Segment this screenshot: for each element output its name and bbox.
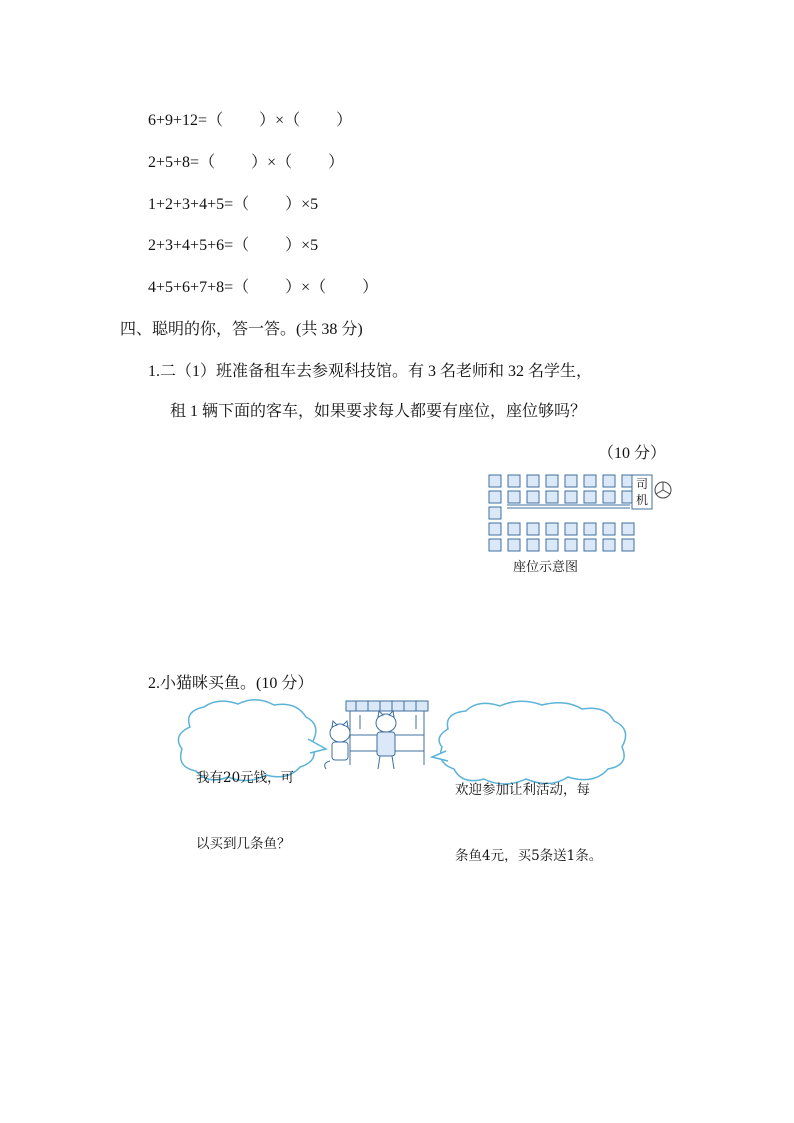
shopkeeper-cat-figure <box>376 711 396 769</box>
shop-says-line-1: 欢迎参加让利活动，每 <box>455 782 590 798</box>
seat <box>603 539 615 551</box>
seat-diagram-caption: 座位示意图 <box>513 560 579 575</box>
seat <box>546 539 558 551</box>
equation-3: 1+2+3+4+5=（ ）×5 <box>148 196 319 213</box>
question-1-points: （10 分） <box>598 445 667 462</box>
equation-1: 6+9+12=（ ）×（ ） <box>148 112 353 129</box>
cat-says-line-1: 我有20元钱，可 <box>196 770 295 786</box>
seat <box>565 491 577 503</box>
seat <box>565 539 577 551</box>
seat <box>584 523 596 535</box>
cat-buys-fish-illustration <box>170 697 680 864</box>
seat <box>603 523 615 535</box>
shop-says-line-2: 条鱼4元，买5条送1条。 <box>455 848 603 864</box>
seat <box>508 539 520 551</box>
cat-customer-figure <box>325 721 350 769</box>
question-1-line-2: 租 1 辆下面的客车，如果要求每人都要有座位，座位够吗？ <box>170 403 587 420</box>
seat <box>508 523 520 535</box>
seat <box>565 475 577 487</box>
equation-4: 2+3+4+5+6=（ ）×5 <box>148 237 319 254</box>
seat <box>508 491 520 503</box>
seat <box>584 475 596 487</box>
seat <box>489 523 501 535</box>
seat <box>527 475 539 487</box>
seat <box>489 475 501 487</box>
seat <box>603 491 615 503</box>
seat <box>565 523 577 535</box>
seat <box>489 539 501 551</box>
seat <box>584 539 596 551</box>
seat <box>546 475 558 487</box>
seat <box>527 491 539 503</box>
cat-says-line-2: 以买到几条鱼？ <box>196 836 291 852</box>
seat <box>489 507 501 519</box>
seat <box>527 523 539 535</box>
seat <box>527 539 539 551</box>
seat <box>508 475 520 487</box>
seat <box>622 523 634 535</box>
seat <box>622 539 634 551</box>
bus-seat-diagram <box>487 473 687 555</box>
seat <box>546 491 558 503</box>
driver-label: 司机 <box>635 477 648 507</box>
section-heading: 四、聪明的你，答一答。(共 38 分) <box>120 321 363 338</box>
question-2-title: 2.小猫咪买鱼。(10 分） <box>148 675 314 692</box>
seat <box>546 523 558 535</box>
seat <box>489 491 501 503</box>
question-1-line-1: 1.二（1）班准备租车去参观科技馆。有 3 名老师和 32 名学生， <box>148 363 593 380</box>
seat <box>603 475 615 487</box>
steering-wheel-icon <box>655 482 671 498</box>
equation-2: 2+5+8=（ ）×（ ） <box>148 154 345 171</box>
seat <box>584 491 596 503</box>
equation-5: 4+5+6+7+8=（ ）×（ ） <box>148 279 379 296</box>
